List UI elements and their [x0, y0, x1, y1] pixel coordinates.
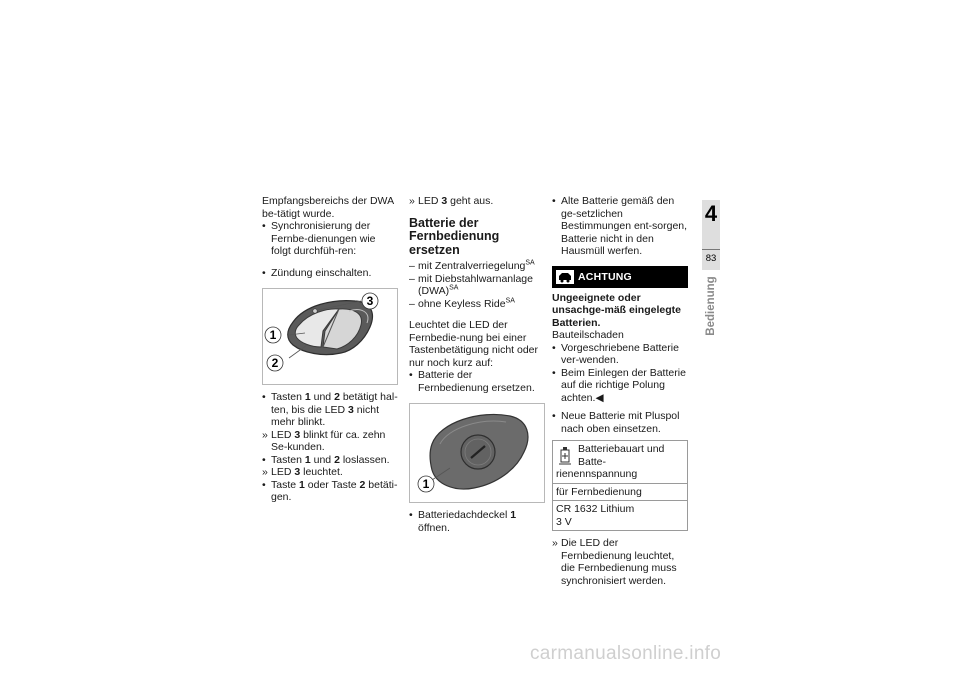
svg-text:1: 1 [269, 328, 277, 342]
result-sync-needed: » Die LED der Fernbedienung leuchtet, die Fernbedienung muss synchronisiert werden. [552, 537, 677, 587]
warning-item-polarity: • Beim Einlegen der Batterie auf die richtige Polung achten.◀ [552, 366, 686, 404]
result-led-blinks: » LED 3 blinkt für ca. zehn Se-kunden. [262, 428, 386, 453]
remote-key-figure [262, 288, 398, 385]
result-led-lights: » LED 3 leuchtet. [262, 466, 343, 478]
battery-cover-figure [409, 403, 545, 503]
table-row [553, 483, 688, 501]
intro-text: Empfangsbereichs der DWA be-tätigt wurde. [262, 195, 394, 220]
battery-spec-table [552, 440, 688, 531]
step-release-buttons: • Tasten 1 und 2 loslassen. [262, 453, 390, 466]
remote-key-illustration [263, 289, 399, 384]
warning-car-icon [556, 270, 574, 284]
callout-1 [265, 327, 281, 343]
bullet: • [262, 453, 266, 466]
dash-icon: – [409, 297, 415, 310]
table-row [553, 441, 688, 484]
svg-text:1: 1 [422, 477, 430, 491]
list-item-replace: • Batterie der Fernbedienung ersetzen. [409, 369, 535, 394]
bullet: • [552, 341, 556, 354]
svg-text:2: 2 [271, 356, 279, 370]
column-right [552, 195, 688, 587]
page-number: 83 [705, 253, 717, 264]
bullet: • [552, 366, 556, 379]
dash-icon: – [409, 272, 415, 285]
bullet: • [262, 478, 266, 491]
column-middle [409, 195, 545, 534]
table-header-cell: Batteriebauart und Batte-rienennspannung [553, 441, 688, 484]
step-press-button: • Taste 1 oder Taste 2 betäti-gen. [262, 478, 398, 503]
result-arrow-icon: » [409, 195, 415, 207]
list-item-dispose: • Alte Batterie gemäß den ge-setzlichen Bestimmungen ent-sorgen, Batterie nicht in den Hausmüll werfen. [552, 195, 688, 257]
equipment-item-central-locking: – mit Zentralverriegelung$^{SA}$ [409, 259, 535, 272]
bullet: • [262, 220, 266, 232]
battery-icon [558, 444, 572, 468]
step-open-cover: • Batteriedachdeckel 1 öffnen. [409, 509, 517, 534]
tab-divider [702, 249, 720, 250]
warning-label: ACHTUNG [578, 270, 632, 283]
svg-text:3: 3 [366, 294, 374, 308]
warning-bar [552, 266, 688, 288]
bullet: • [409, 369, 413, 381]
list-item-sync: • Synchronisierung der Fernbe-dienungen wie folgt durchfüh-ren: [262, 220, 376, 257]
bullet: • [409, 509, 413, 521]
bullet: • [262, 391, 266, 403]
table-cell: für Fernbedienung [553, 483, 688, 501]
list-item-insert: • Neue Batterie mit Pluspol nach oben einsetzen. [552, 410, 680, 435]
table-row [553, 501, 688, 531]
table-cell: CR 1632 Lithium 3 V [553, 501, 688, 531]
result-arrow-icon: » [552, 537, 558, 549]
warning-item-battery: • Vorgeschriebene Batterie ver-wenden. [552, 341, 679, 366]
battery-cover-illustration [410, 404, 546, 502]
callout-3 [362, 293, 378, 309]
callout-2 [267, 355, 283, 371]
result-arrow-icon: » [262, 428, 268, 441]
condition-text: Leuchtet die LED der Fernbedie-nung bei einer Tastenbetätigung nicht oder nur noch kurz auf: [409, 319, 539, 369]
warning-subtitle: Bauteilschaden [552, 329, 624, 341]
warning-title: Ungeeignete oder unsachge-mäß eingelegte Batterien. [552, 291, 681, 329]
list-item-ignition: • Zündung einschalten. [262, 266, 372, 279]
result-led-off: » LED 3 geht aus. [409, 195, 494, 207]
end-marker-icon: ◀ [595, 391, 604, 404]
section-label: Bedienung [704, 276, 717, 336]
section-heading: Batterie der Fernbedienung ersetzen [409, 215, 500, 257]
watermark: carmanualsonline.info [530, 643, 722, 664]
callout-1 [418, 476, 434, 492]
result-arrow-icon: » [262, 466, 268, 478]
column-left [262, 195, 398, 504]
bullet: • [552, 410, 556, 422]
dash-icon: – [409, 260, 415, 272]
bullet: • [552, 195, 556, 207]
chapter-number: 4 [704, 201, 718, 226]
bullet: • [262, 266, 266, 279]
step-press-buttons: • Tasten 1 und 2 betätigt hal-ten, bis die LED 3 nicht mehr blinkt. [262, 391, 398, 428]
equipment-item-alarm: – mit Diebstahlwarnanlage (DWA)$^{SA}$ [409, 272, 533, 297]
chapter-tab [702, 200, 720, 270]
equipment-item-keyless: – ohne Keyless Ride$^{SA}$ [409, 297, 515, 310]
